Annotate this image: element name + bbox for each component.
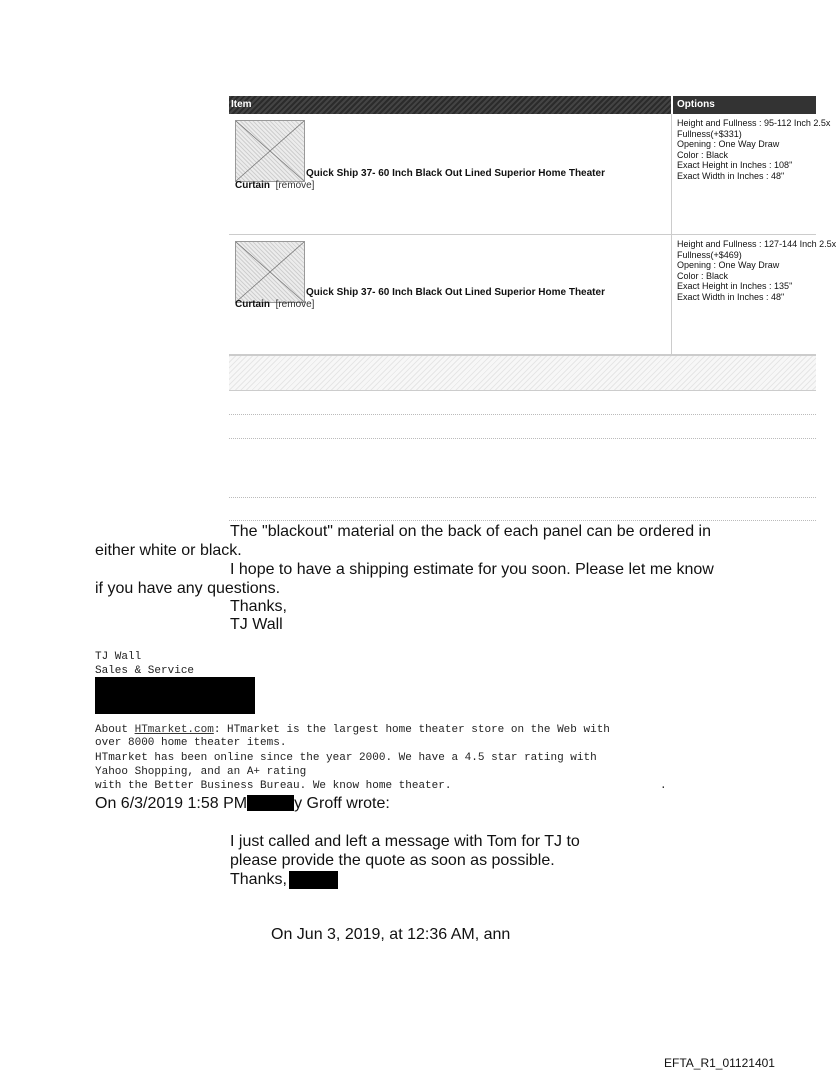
redaction-block [289, 871, 338, 889]
empty-table-row [229, 415, 816, 439]
option-line: Exact Width in Inches : 48" [677, 170, 785, 181]
column-header-options: Options [673, 96, 816, 114]
empty-table-row [229, 439, 816, 498]
option-line: Exact Width in Inches : 48" [677, 291, 785, 302]
option-line: Height and Fullness : 127-144 Inch 2.5x [677, 239, 836, 249]
quote-body-line-1: I just called and left a message with Tom for TJ to [230, 833, 580, 850]
option-line: Height and Fullness : 95-112 Inch 2.5x [677, 118, 831, 128]
about-line-4: Yahoo Shopping, and an A+ rating [95, 766, 307, 778]
product-name-line2[interactable]: Curtain [235, 179, 270, 191]
product-name-line2[interactable]: Curtain [235, 298, 270, 310]
redaction-block [95, 677, 255, 714]
quote-header-date: On 6/3/2019 1:58 PM [95, 795, 248, 812]
quote2-header: On Jun 3, 2019, at 12:36 AM, ann [271, 926, 511, 943]
table-row [229, 235, 836, 355]
item-cell [229, 114, 671, 234]
message-thanks: Thanks, [230, 598, 287, 615]
remove-link[interactable]: [remove] [275, 179, 315, 191]
option-line: Opening : One Way Draw [677, 139, 780, 149]
option-line: Fullness(+$331) [677, 128, 742, 139]
item-cell [229, 235, 671, 354]
product-name [235, 168, 665, 191]
about-line-2: over 8000 home theater items. [95, 737, 287, 749]
message-paragraph-1b: either white or black. [95, 542, 242, 559]
option-line: Fullness(+$469) [677, 249, 742, 260]
options-cell [671, 114, 831, 234]
option-line: Color : Black [677, 270, 729, 281]
message-paragraph-2b: if you have any questions. [95, 580, 281, 597]
empty-table-row [229, 390, 816, 415]
product-name [235, 287, 665, 310]
about-label: About [95, 724, 135, 736]
quote-header [95, 795, 390, 812]
quote-thanks-text: Thanks, [230, 871, 287, 888]
quote-body-line-2: please provide the quote as soon as possible. [230, 852, 555, 869]
option-line: Exact Height in Inches : 108" [677, 160, 793, 170]
signature-name: TJ Wall [95, 651, 142, 663]
product-name-line1[interactable]: Quick Ship 37- 60 Inch Black Out Lined Superior Home Theater [306, 287, 605, 298]
option-line: Exact Height in Inches : 135" [677, 281, 793, 291]
redaction-block [247, 795, 294, 811]
cart-table [229, 96, 836, 521]
about-line-3: HTmarket has been online since the year 2000. We have a 4.5 star rating with [95, 752, 597, 764]
options-cell [671, 235, 836, 354]
signature-title: Sales & Service [95, 665, 195, 677]
empty-table-row [229, 498, 816, 521]
quote-header-author: y Groff wrote: [294, 795, 390, 812]
about-line-5: with the Better Business Bureau. We know home theater. [95, 780, 452, 792]
option-line: Color : Black [677, 149, 729, 160]
option-line: Opening : One Way Draw [677, 260, 780, 270]
htmarket-link[interactable]: HTmarket.com [134, 724, 214, 736]
message-signoff: TJ Wall [230, 616, 283, 633]
document-id: EFTA_R1_01121401 [664, 1056, 775, 1070]
column-header-item: Item [229, 96, 671, 114]
remove-link[interactable]: [remove] [275, 298, 315, 310]
stray-dot: . [660, 780, 667, 792]
about-text: : HTmarket is the largest home theater store on the Web with [213, 724, 610, 736]
quote-thanks [230, 871, 287, 888]
about-line [95, 725, 610, 737]
message-paragraph-1a: The "blackout" material on the back of each panel can be ordered in [230, 523, 711, 540]
table-separator-band [229, 355, 816, 391]
message-paragraph-2a: I hope to have a shipping estimate for you soon. Please let me know [230, 561, 714, 578]
product-name-line1[interactable]: Quick Ship 37- 60 Inch Black Out Lined Superior Home Theater [306, 168, 605, 179]
table-row [229, 114, 831, 235]
